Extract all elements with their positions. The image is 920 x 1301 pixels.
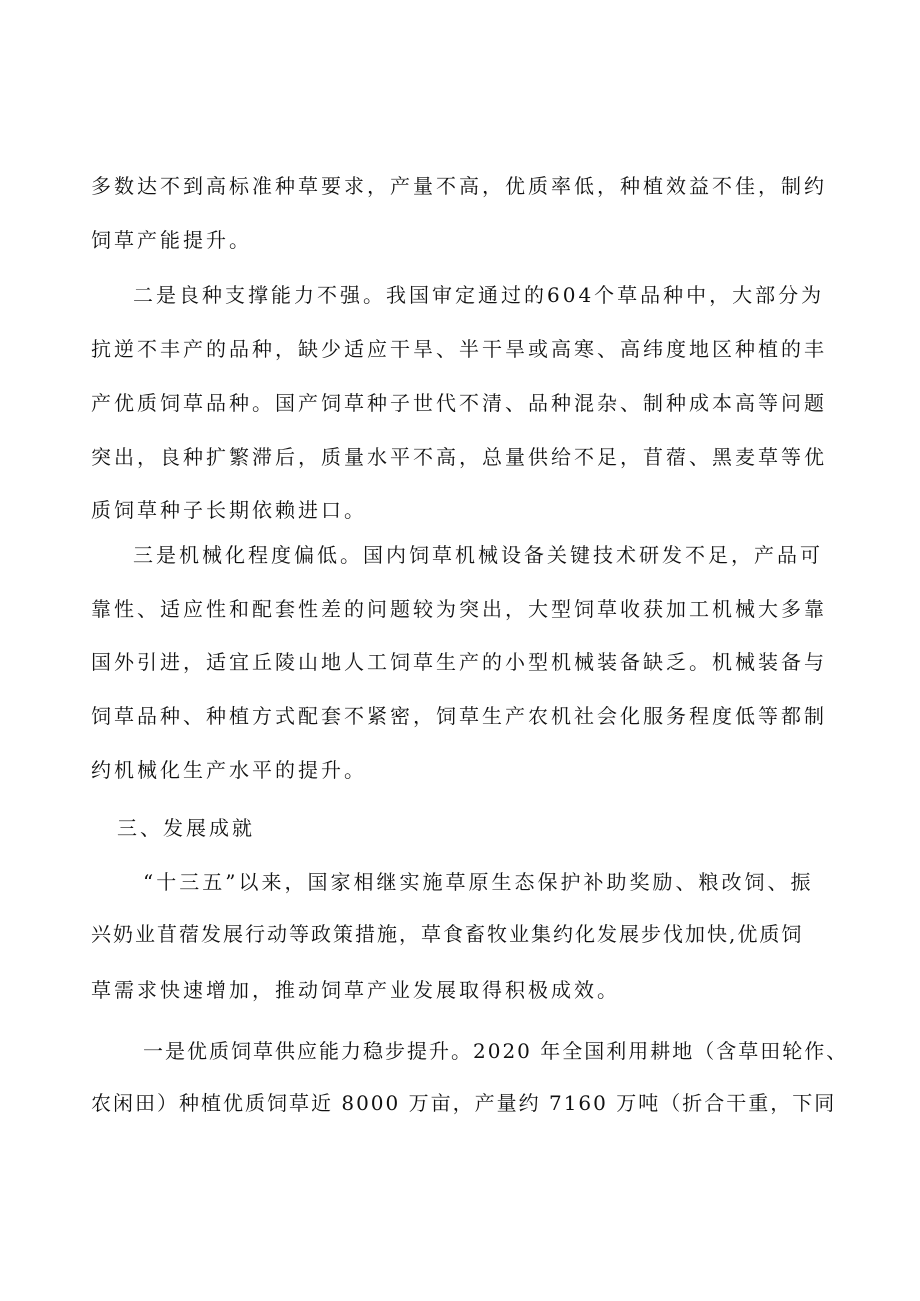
paragraph-4-line-1: “十三五”以来，国家相继实施草原生态保护补助奖励、粮改饲、振: [143, 870, 814, 894]
paragraph-3-line-1: 三是机械化程度偏低。国内饲草机械设备关键技术研发不足，产品可: [133, 543, 823, 567]
section-heading: 三、发展成就: [117, 816, 255, 840]
paragraph-5-line-2: 农闲田）种植优质饲草近 8000 万亩，产量约 7160 万吨（折合干重，下同: [91, 1091, 837, 1115]
paragraph-2-line-2: 抗逆不丰产的品种，缺少适应干旱、半干旱或高寒、高纬度地区种植的丰: [91, 337, 827, 361]
paragraph-2-line-5: 质饲草种子长期依赖进口。: [91, 498, 367, 522]
paragraph-3-line-4: 饲草品种、种植方式配套不紧密，饲草生产农机社会化服务程度低等都制: [91, 704, 827, 728]
paragraph-4-line-3: 草需求快速增加，推动饲草产业发展取得积极成效。: [91, 978, 620, 1002]
paragraph-2-line-1: 二是良种支撑能力不强。我国审定通过的604个草品种中，大部分为: [133, 283, 825, 307]
paragraph-1-line-1: 多数达不到高标准种草要求，产量不高，优质率低，种植效益不佳，制约: [91, 174, 827, 198]
paragraph-2-line-3: 产优质饲草品种。国产饲草种子世代不清、品种混杂、制种成本高等问题: [91, 391, 827, 415]
paragraph-3-line-5: 约机械化生产水平的提升。: [91, 758, 367, 782]
paragraph-5-line-1: 一是优质饲草供应能力稳步提升。2020 年全国利用耕地（含草田轮作、: [143, 1039, 849, 1063]
paragraph-3-line-3: 国外引进，适宜丘陵山地人工饲草生产的小型机械装备缺乏。机械装备与: [91, 650, 827, 674]
paragraph-1-line-2: 饲草产能提升。: [91, 228, 252, 252]
paragraph-3-line-2: 靠性、适应性和配套性差的问题较为突出，大型饲草收获加工机械大多靠: [91, 597, 827, 621]
paragraph-4-line-2: 兴奶业苜蓿发展行动等政策措施，草食畜牧业集约化发展步伐加快,优质饲: [91, 922, 804, 946]
paragraph-2-line-4: 突出，良种扩繁滞后，质量水平不高，总量供给不足，苜蓿、黑麦草等优: [91, 445, 827, 469]
